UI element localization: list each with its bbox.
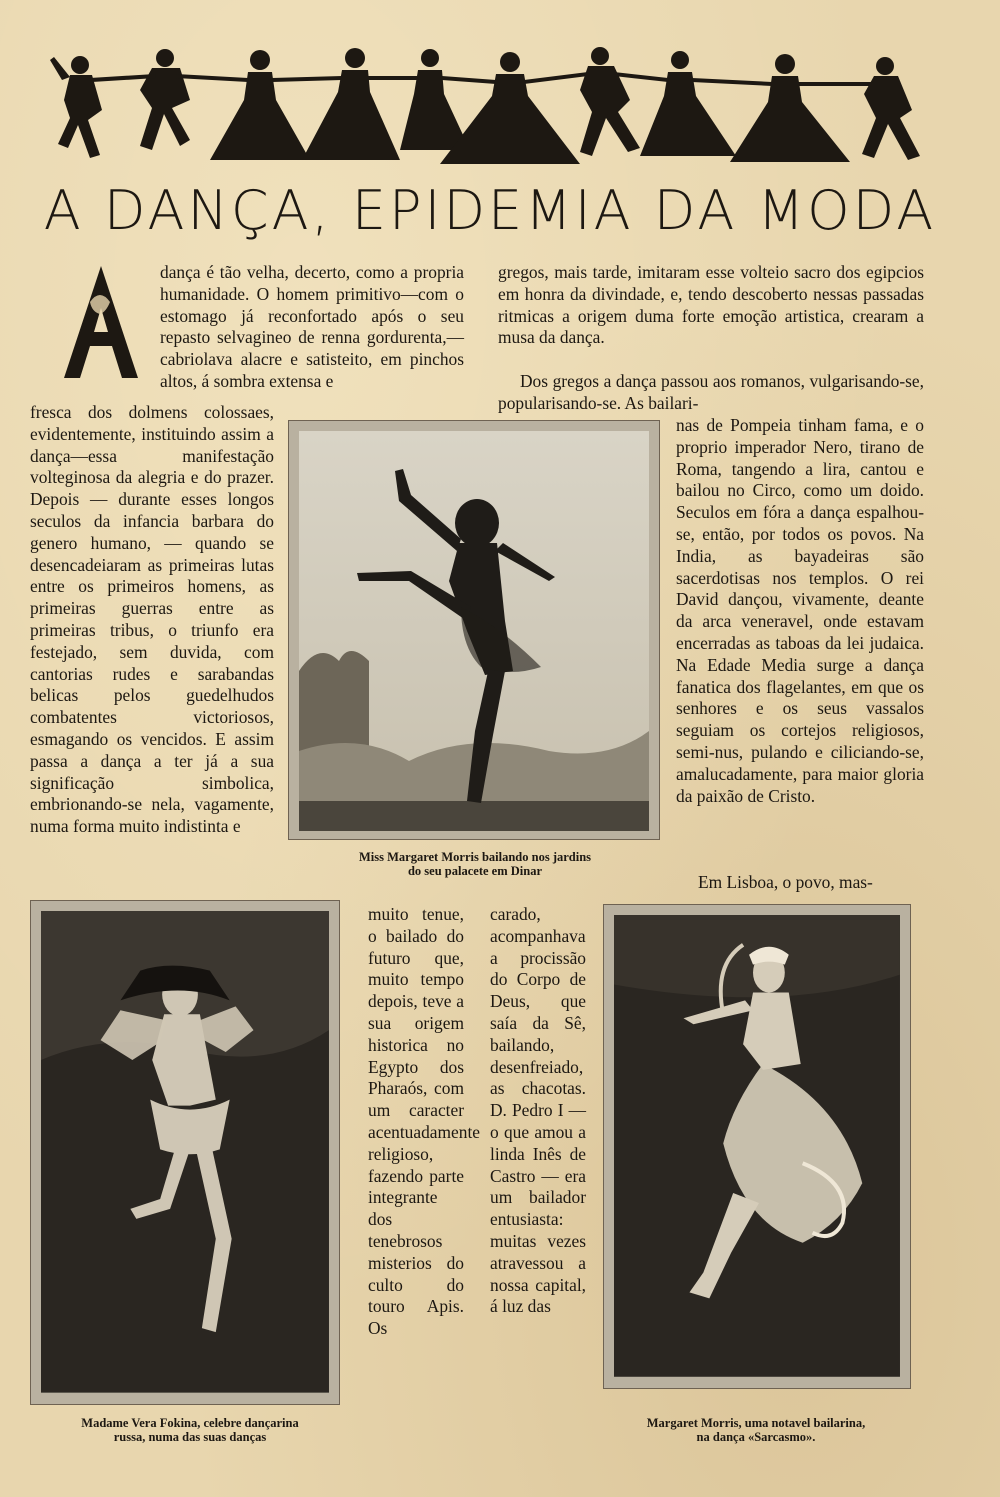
photo-vera-fokina (30, 900, 340, 1405)
col1-body-text: fresca dos dolmens colossaes, evidentemente, instituindo assim a dança—essa manifestação volteginosa da alegria e do prazer. Depois — durante esses longos seculos da infancia barbara do genero humano, — quando se desencadeiaram as primeiras lutas entre os primeiros homens, as primeiras guerras entre as primeiras tribus, o triunfo era festejado, sem duvida, com cantorias rudes e sarabandas belicas pelos guedelhudos combatentes victoriosos, esmagando os vencidos. E assim passa a dança a ter já a sua significação simbolica, embrionando-se nela, vagamente, numa forma muito indistinta e (30, 402, 274, 837)
photo-image (41, 911, 329, 1393)
drop-cap-letter: A (100, 372, 102, 373)
center-caption-line1: Miss Margaret Morris bailando nos jardins (358, 850, 592, 864)
col2-top-p1: gregos, mais tarde, imitaram esse volteio sacro dos egipcios em honra da divindade, e, tendo descoberto nessas passadas ritmicas a origem duma forte emoção artistica, crearam a musa da dança. (498, 262, 924, 348)
center-photo-caption (300, 850, 650, 878)
left-caption-line2: russa, numa das suas danças (113, 1430, 267, 1444)
right-caption-line2: na dança «Sarcasmo». (696, 1430, 816, 1444)
left-caption-line1: Madame Vera Fokina, celebre dançarina (81, 1416, 299, 1430)
photo-image (614, 915, 900, 1377)
photo-image (299, 431, 649, 831)
ornamental-drop-cap (60, 262, 142, 382)
article-title: A DANÇA, EPIDEMIA DA MODA (43, 179, 937, 242)
right-photo-caption (596, 1416, 916, 1444)
right-caption-line1: Margaret Morris, uma notavel bailarina, (646, 1416, 866, 1430)
dancer-silhouette-frieze (40, 30, 940, 180)
col2-last-line: Em Lisboa, o povo, mas- (698, 872, 873, 892)
narrow-col-a: muito tenue, o bailado do futuro que, muito tempo depois, teve a sua origem historica no Egypto dos Pharaós, com um caracter acentuadamente religioso, fazendo parte integrante dos tenebrosos misterios do culto do touro Apis. Os (368, 904, 481, 1339)
narrow-col-b: carado, acompanhava a procissão do Corpo de Deus, que saía da Sê, bailando, desenfreiado, as chacotas. D. Pedro I — o que amou a linda Inês de Castro — era um bailador entusiasta: muitas vezes atravessou a nossa capital, á luz das (490, 904, 586, 1317)
col2-top-p2: Dos gregos a dança passou aos romanos, vulgarisando-se, popularisando-se. As bailari- (498, 371, 924, 413)
left-photo-caption (30, 1416, 350, 1444)
photo-margaret-morris-garden (288, 420, 660, 840)
photo-margaret-morris-sarcasmo (603, 904, 911, 1389)
col1-intro-text: dança é tão velha, decerto, como a propria humanidade. O homem primitivo—com o estomago já reconfortado após o seu repasto selvagineo de renna gordurenta,—cabriolava alacre e satisteito, em pinchos altos, á sombra extensa e (160, 262, 464, 391)
center-caption-line2: do seu palacete em Dinar (407, 864, 542, 878)
col2-body-text: nas de Pompeia tinham fama, e o proprio imperador Nero, tirano de Roma, tangendo a lira, cantou e bailou no Circo, como um doido. Seculos em fóra a dança espalhou-se, então, por todos os povos. Na India, as bayadeiras são sacerdotisas nos templos. O rei David dançou, vivamente, deante da arca veneravel, onde estavam encerradas as taboas da lei judaica. Na Edade Media surge a dança fanatica dos flagelantes, em que os senhores e os seus vassalos seguiam os cortejos religiosos, semi-nus, pulando e ciliciando-se, amalucadamente, para maior gloria da paixão de Cristo. (676, 415, 924, 806)
